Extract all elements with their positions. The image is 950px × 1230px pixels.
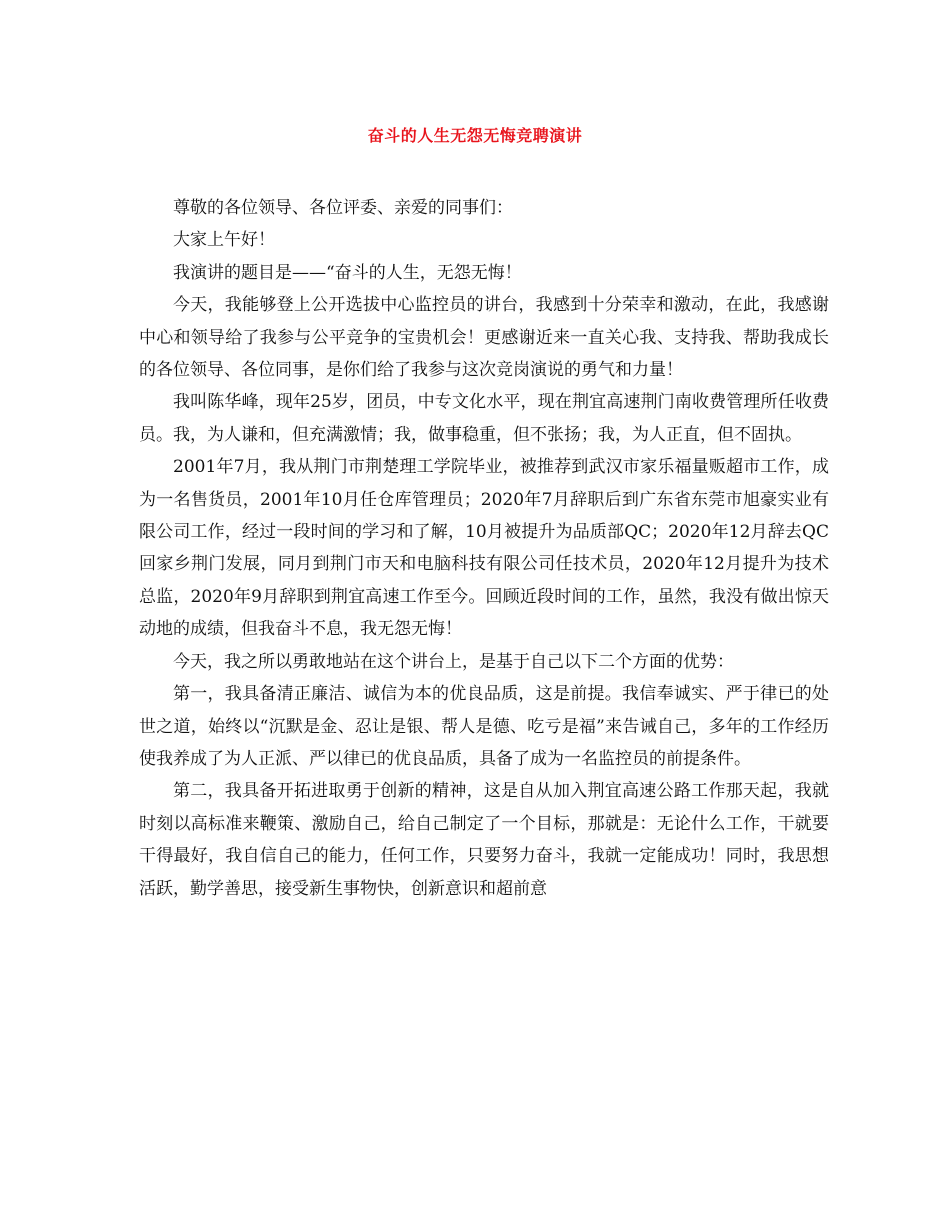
paragraph-thanks: 今天，我能够登上公开选拔中心监控员的讲台，我感到十分荣幸和激动，在此，我感谢中心和领导给了我参与公平竞争的宝贵机会！更感谢近来一直关心我、支持我、帮助我成长的各位领导、各位同事，是你们给了我参与这次竞岗演说的勇气和力量！ (139, 295, 829, 381)
paragraph-introduction: 我叫陈华峰，现年25岁，团员，中专文化水平，现在荆宜高速荆门南收费管理所任收费员。我，为人谦和，但充满激情；我，做事稳重，但不张扬；我，为人正直，但不固执。 (139, 392, 829, 445)
document-body (139, 192, 829, 905)
paragraph-greeting: 大家上午好！ (173, 230, 275, 251)
paragraph-advantage-one: 第一，我具备清正廉洁、诚信为本的优良品质，这是前提。我信奉诚实、严于律已的处世之道，始终以“沉默是金、忍让是银、帮人是德、吃亏是福”来告诫自己，多年的工作经历使我养成了为人正派、严以律已的优良品质，具备了成为一名监控员的前提条件。 (139, 684, 829, 769)
paragraph-salutation: 尊敬的各位领导、各位评委、亲爱的同事们： (173, 198, 513, 218)
document-title: 奋斗的人生无怨无悔竞聘演讲 (367, 126, 583, 145)
paragraph-advantage-two: 第二，我具备开拓进取勇于创新的精神，这是自从加入荆宜高速公路工作那天起，我就时刻以高标准来鞭策、激励自己，给自己制定了一个目标，那就是：无论什么工作，干就要干得最好，我自信自己的能力，任何工作，只要努力奋斗，我就一定能成功！同时，我思想活跃，勤学善思，接受新生事物快，创新意识和超前意 (139, 781, 829, 899)
paragraph-topic: 我演讲的题目是——“奋斗的人生，无怨无悔！ (173, 262, 522, 283)
paragraph-advantages-intro: 今天，我之所以勇敢地站在这个讲台上，是基于自己以下二个方面的优势： (173, 651, 734, 672)
paragraph-work-history: 2001年7月，我从荆门市荆楚理工学院毕业，被推荐到武汉市家乐福量贩超市工作，成为一名售货员，2001年10月任仓库管理员；2020年7月辞职后到广东省东莞市旭豪实业有限公司工作，经过一段时间的学习和了解，10月被提升为品质部QC；2020年12月辞去QC回家乡荆门发展，同月到荆门市天和电脑科技有限公司任技术员，2020年12月提升为技术总监，2020年9月辞职到荆宜高速工作至今。回顾近段时间的工作，虽然，我没有做出惊天动地的成绩，但我奋斗不息，我无怨无悔！ (139, 457, 829, 640)
